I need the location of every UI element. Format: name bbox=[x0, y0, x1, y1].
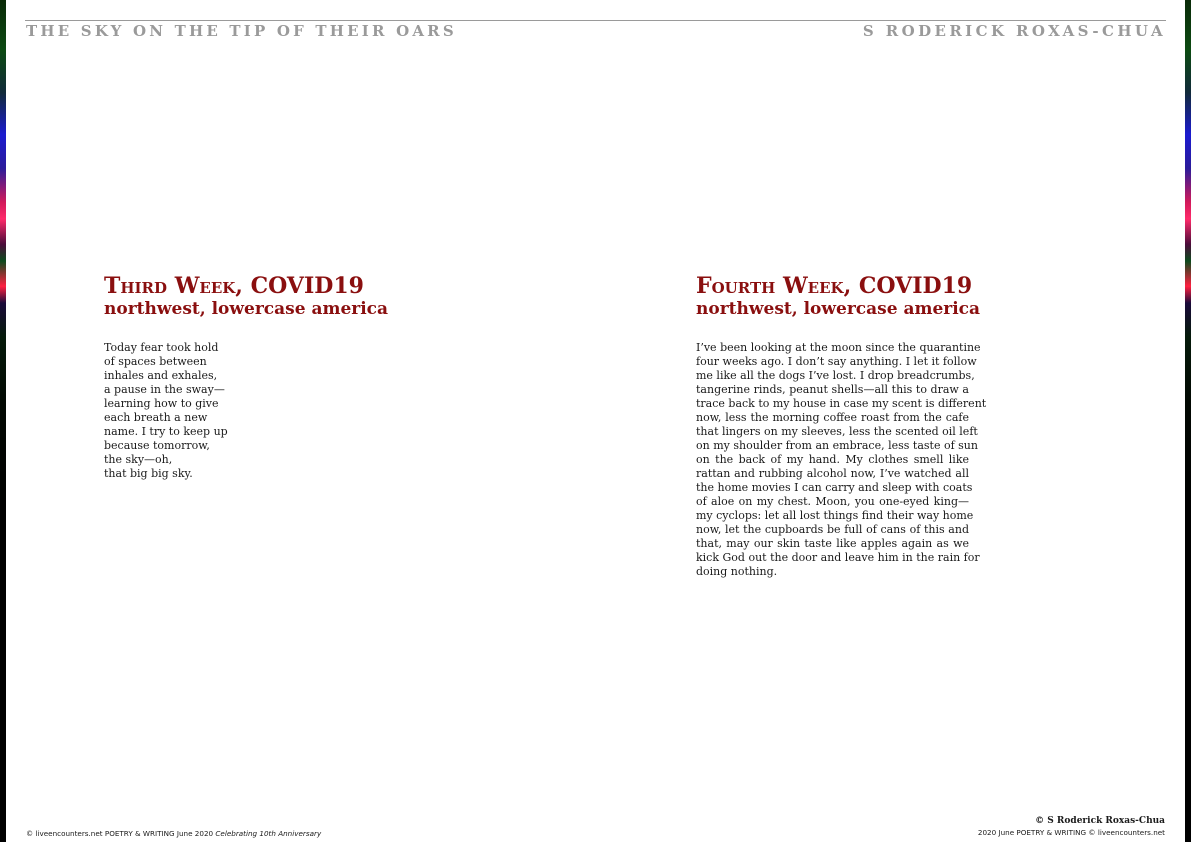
prose-line: that, may our skin taste like apples again as we bbox=[696, 537, 969, 550]
footer-right bbox=[978, 815, 1165, 838]
poem-line: inhales and exhales, bbox=[104, 369, 218, 382]
prose-line: four weeks ago. I don’t say anything. I let it follow bbox=[696, 355, 977, 368]
poem-subtitle: northwest, lowercase america bbox=[696, 299, 981, 319]
footer-author: © S Roderick Roxas-Chua bbox=[1035, 816, 1165, 826]
prose-line: trace back to my house in case my scent is different bbox=[696, 397, 987, 410]
poem-line: of spaces between bbox=[104, 355, 207, 368]
footer-left-text: © liveencounters.net POETRY & WRITING June 2020 bbox=[26, 829, 216, 838]
prose-line: kick God out the door and leave him in the rain for bbox=[696, 551, 980, 564]
poem-fourth-week bbox=[696, 273, 987, 579]
poem-line: a pause in the sway— bbox=[104, 383, 225, 396]
poem-line: learning how to give bbox=[104, 397, 219, 410]
poem-third-week bbox=[104, 274, 444, 481]
prose-line: that lingers on my sleeves, less the scented oil left bbox=[696, 425, 978, 438]
poem-line: because tomorrow, bbox=[104, 439, 210, 452]
poem-body bbox=[104, 341, 444, 481]
poem-title: Fourth Week, COVID19 bbox=[696, 273, 973, 299]
right-page-edge bbox=[1185, 0, 1191, 842]
poem-title: Third Week, COVID19 bbox=[104, 273, 364, 299]
poem-line: the sky—oh, bbox=[104, 453, 173, 466]
prose-line: rattan and rubbing alcohol now, I’ve watched all bbox=[696, 467, 969, 480]
poem-subtitle: northwest, lowercase america bbox=[104, 299, 389, 319]
footer-credit: 2020 June POETRY & WRITING © liveencounters.net bbox=[977, 828, 1165, 837]
prose-line: my cyclops: let all lost things find their way home bbox=[696, 509, 974, 522]
prose-line: on my shoulder from an embrace, less taste of sun bbox=[696, 439, 978, 452]
header-rule bbox=[25, 20, 1166, 21]
prose-line: me like all the dogs I’ve lost. I drop breadcrumbs, bbox=[696, 369, 975, 382]
prose-line: doing nothing. bbox=[696, 565, 778, 578]
poem-line: that big big sky. bbox=[104, 467, 193, 480]
prose-line: of aloe on my chest. Moon, you one-eyed king— bbox=[696, 495, 969, 508]
poem-line: name. I try to keep up bbox=[104, 425, 228, 438]
prose-line: the home movies I can carry and sleep with coats bbox=[696, 481, 973, 494]
prose-line: on the back of my hand. My clothes smell like bbox=[696, 453, 969, 466]
footer-left-italic: Celebrating 10th Anniversary bbox=[215, 829, 322, 838]
prose-line: tangerine rinds, peanut shells—all this to draw a bbox=[696, 383, 969, 396]
prose-line: now, less the morning coffee roast from the cafe bbox=[696, 411, 969, 424]
prose-line: now, let the cupboards be full of cans of this and bbox=[696, 523, 969, 536]
running-head-left: THE SKY ON THE TIP OF THEIR OARS bbox=[26, 22, 457, 40]
footer-left bbox=[26, 829, 321, 838]
poem-line: Today fear took hold bbox=[104, 341, 219, 354]
poem-body bbox=[696, 341, 987, 579]
left-page-edge bbox=[0, 0, 6, 842]
prose-line: I’ve been looking at the moon since the quarantine bbox=[696, 341, 981, 354]
poem-line: each breath a new bbox=[104, 411, 208, 424]
running-head-right: S RODERICK ROXAS-CHUA bbox=[862, 22, 1166, 40]
